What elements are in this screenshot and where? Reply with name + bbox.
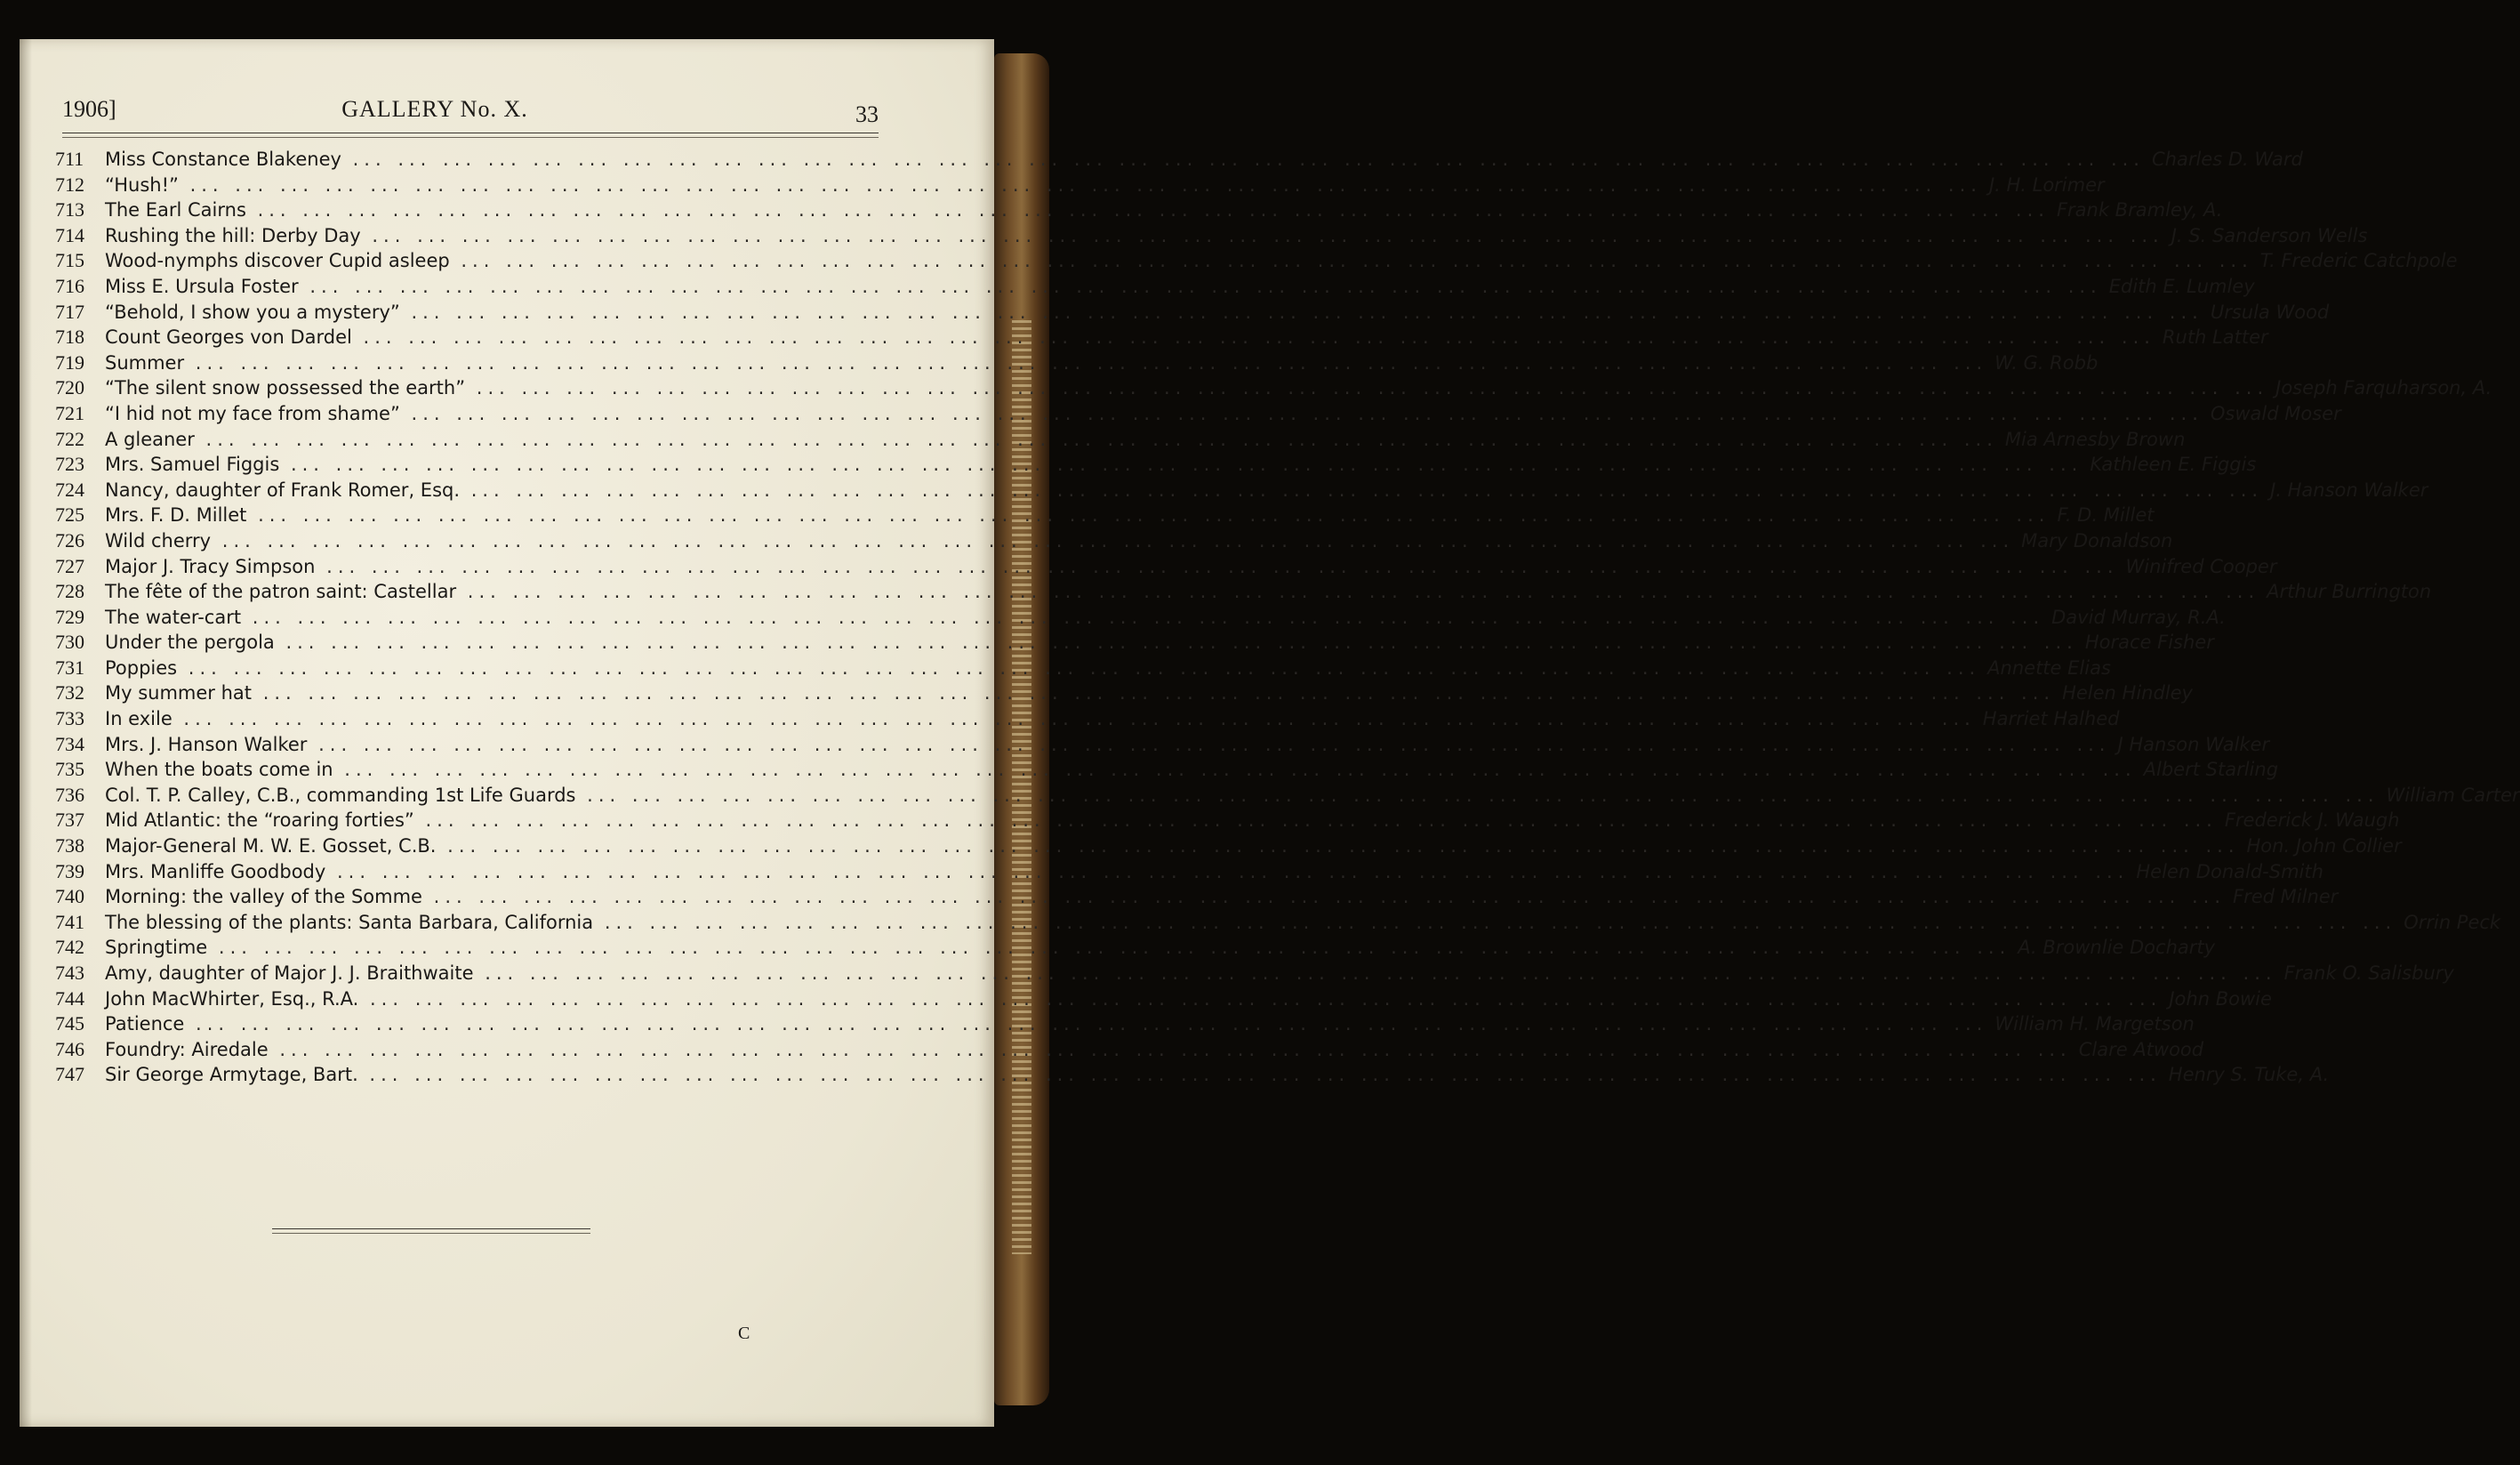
catalogue-entry xyxy=(55,732,2270,759)
entry-title: The Earl Cairns xyxy=(105,199,246,221)
entry-number: 726 xyxy=(55,528,84,551)
entry-title: Miss E. Ursula Foster xyxy=(105,275,299,297)
closing-rule-thin xyxy=(272,1233,590,1234)
entry-artist: F. D. Millet xyxy=(2057,504,2155,527)
running-header xyxy=(62,96,879,132)
leader-dots: ... ... ... ... ... ... ... ... ... ... ... ... ... ... ... ... ... ... ... ... ... ... ... ... ... ... ... ... ... ... ... ... ... ... ... ... ... ... ... ... xyxy=(460,479,2264,501)
entry-title-cell xyxy=(105,937,2010,958)
entry-artist: Mia Arnesby Brown xyxy=(2004,428,2186,450)
entry-title: Wild cherry xyxy=(105,529,212,551)
leader-dots: ... ... ... ... ... ... ... ... ... ... ... ... ... ... ... ... ... ... ... ... ... ... ... ... ... ... ... ... ... ... ... ... ... ... ... ... ... ... ... ... xyxy=(399,301,2203,323)
entry-number: 723 xyxy=(55,453,84,476)
catalogue-entry xyxy=(55,376,2492,402)
catalogue-entry xyxy=(55,1037,2204,1064)
entry-list xyxy=(55,148,2520,1089)
entry-title-cell xyxy=(105,556,2119,577)
entry-title: The fête of the patron saint: Castellar xyxy=(105,581,457,603)
leader-dots: ... ... ... ... ... ... ... ... ... ... ... ... ... ... ... ... ... ... ... ... ... ... ... ... ... ... ... ... ... ... ... ... ... ... ... ... ... ... ... ... xyxy=(421,886,2227,908)
entry-title-cell xyxy=(105,886,2226,907)
catalogue-entry xyxy=(55,885,2339,911)
leader-dots: ... ... ... ... ... ... ... ... ... ... ... ... ... ... ... ... ... ... ... ... ... ... ... ... ... ... ... ... ... ... ... ... ... ... ... ... ... ... ... ... xyxy=(575,784,2380,806)
leader-dots: ... ... ... ... ... ... ... ... ... ... ... ... ... ... ... ... ... ... ... ... ... ... ... ... ... ... ... ... ... ... ... ... ... ... ... ... ... ... ... ... xyxy=(436,835,2240,857)
entry-title-cell xyxy=(105,1064,2162,1085)
entry-number: 746 xyxy=(55,1037,84,1060)
entry-title-cell xyxy=(105,276,2102,297)
catalogue-entry xyxy=(55,681,2193,707)
catalogue-entry xyxy=(55,910,2501,937)
entry-artist: Ruth Latter xyxy=(2162,326,2268,349)
catalogue-entry xyxy=(55,758,2279,784)
leader-dots: ... ... ... ... ... ... ... ... ... ... ... ... ... ... ... ... ... ... ... ... ... ... ... ... ... ... ... ... ... ... ... ... ... ... ... ... ... ... ... ... xyxy=(465,377,2269,399)
catalogue-entry xyxy=(55,1063,2330,1089)
entry-title-cell xyxy=(105,734,2110,755)
catalogue-entry xyxy=(55,986,2272,1013)
entry-title: My summer hat xyxy=(105,682,253,704)
entry-number: 721 xyxy=(55,401,84,424)
leader-dots: ... ... ... ... ... ... ... ... ... ... ... ... ... ... ... ... ... ... ... ... ... ... ... ... ... ... ... ... ... ... ... ... ... ... ... ... ... ... ... ... xyxy=(177,656,1981,679)
entry-title: Springtime xyxy=(105,937,208,959)
entry-number: 739 xyxy=(55,859,84,882)
catalogue-entry xyxy=(55,859,2323,886)
leader-dots: ... ... ... ... ... ... ... ... ... ... ... ... ... ... ... ... ... ... ... ... ... ... ... ... ... ... ... ... ... ... ... ... ... ... ... ... ... ... ... ... xyxy=(593,911,2397,933)
entry-artist: Horace Fisher xyxy=(2084,632,2214,654)
entry-artist: David Murray, R.A. xyxy=(2051,606,2226,628)
leader-dots: ... ... ... ... ... ... ... ... ... ... ... ... ... ... ... ... ... ... ... ... ... ... ... ... ... ... ... ... ... ... ... ... ... ... ... ... ... ... ... ... xyxy=(449,250,2253,272)
catalogue-entry xyxy=(55,173,2105,199)
entry-title: Mrs. Manliffe Goodbody xyxy=(105,860,326,882)
leader-dots: ... ... ... ... ... ... ... ... ... ... ... ... ... ... ... ... ... ... ... ... ... ... ... ... ... ... ... ... ... ... ... ... ... ... ... ... ... ... ... ... xyxy=(184,1013,1988,1035)
entry-title: Mrs. J. Hanson Walker xyxy=(105,733,308,755)
page-number: 33 xyxy=(855,101,879,127)
entry-number: 736 xyxy=(55,783,84,806)
entry-artist: Frederick J. Waugh xyxy=(2224,809,2400,832)
entry-artist: Ursula Wood xyxy=(2210,301,2330,323)
entry-title-cell xyxy=(105,429,1998,450)
entry-number: 715 xyxy=(55,249,84,272)
entry-artist: William Carter xyxy=(2386,784,2520,806)
entry-artist: Oswald Moser xyxy=(2210,402,2341,424)
leader-dots: ... ... ... ... ... ... ... ... ... ... ... ... ... ... ... ... ... ... ... ... ... ... ... ... ... ... ... ... ... ... ... ... ... ... ... ... ... ... ... ... xyxy=(207,937,2011,959)
leader-dots: ... ... ... ... ... ... ... ... ... ... ... ... ... ... ... ... ... ... ... ... ... ... ... ... ... ... ... ... ... ... ... ... ... ... ... ... ... ... ... ... xyxy=(241,606,2045,628)
entry-title-cell xyxy=(105,912,2396,933)
entry-title-cell xyxy=(105,504,2050,526)
catalogue-entry xyxy=(55,936,2216,962)
entry-title-cell xyxy=(105,1039,2072,1060)
leader-dots: ... ... ... ... ... ... ... ... ... ... ... ... ... ... ... ... ... ... ... ... ... ... ... ... ... ... ... ... ... ... ... ... ... ... ... ... ... ... ... ... xyxy=(456,581,2260,603)
entry-title: Amy, daughter of Major J. J. Braithwaite xyxy=(105,962,474,984)
entry-number: 741 xyxy=(55,910,84,933)
leader-dots: ... ... ... ... ... ... ... ... ... ... ... ... ... ... ... ... ... ... ... ... ... ... ... ... ... ... ... ... ... ... ... ... ... ... ... ... ... ... ... ... xyxy=(298,275,2102,297)
entry-artist: Helen Hindley xyxy=(2062,682,2193,704)
entry-number: 718 xyxy=(55,326,84,349)
leader-dots: ... ... ... ... ... ... ... ... ... ... ... ... ... ... ... ... ... ... ... ... ... ... ... ... ... ... ... ... ... ... ... ... ... ... ... ... ... ... ... ... xyxy=(172,708,1976,730)
leader-dots: ... ... ... ... ... ... ... ... ... ... ... ... ... ... ... ... ... ... ... ... ... ... ... ... ... ... ... ... ... ... ... ... ... ... ... ... ... ... ... ... xyxy=(358,987,2163,1010)
catalogue-entry xyxy=(55,834,2402,860)
catalogue-entry xyxy=(55,528,2173,555)
entry-title: “Hush!” xyxy=(105,173,179,196)
leader-dots: ... ... ... ... ... ... ... ... ... ... ... ... ... ... ... ... ... ... ... ... ... ... ... ... ... ... ... ... ... ... ... ... ... ... ... ... ... ... ... ... xyxy=(245,199,2050,221)
entry-title-cell xyxy=(105,809,2218,831)
entry-artist: Frank O. Salisbury xyxy=(2283,962,2454,984)
catalogue-entry xyxy=(55,503,2155,529)
leader-dots: ... ... ... ... ... ... ... ... ... ... ... ... ... ... ... ... ... ... ... ... ... ... ... ... ... ... ... ... ... ... ... ... ... ... ... ... ... ... ... ... xyxy=(360,224,2164,246)
entry-number: 729 xyxy=(55,605,84,628)
entry-artist: Kathleen E. Figgis xyxy=(2090,454,2257,476)
entry-title-cell xyxy=(105,988,2162,1010)
entry-artist: Albert Starling xyxy=(2143,759,2279,781)
entry-number: 712 xyxy=(55,173,84,196)
entry-title-cell xyxy=(105,352,1987,374)
entry-title: In exile xyxy=(105,708,173,730)
catalogue-entry xyxy=(55,148,2303,173)
catalogue-entry xyxy=(55,554,2277,581)
entry-title: Foundry: Airedale xyxy=(105,1038,269,1060)
catalogue-entry xyxy=(55,453,2257,479)
catalogue-entry xyxy=(55,249,2458,275)
catalogue-entry xyxy=(55,631,2214,656)
entry-title: Col. T. P. Calley, C.B., commanding 1st Life Guards xyxy=(105,784,576,806)
catalogue-page xyxy=(20,39,2520,1427)
entry-artist: Orrin Peck xyxy=(2404,911,2501,933)
entry-number: 716 xyxy=(55,274,84,297)
entry-title-cell xyxy=(105,835,2240,857)
catalogue-entry xyxy=(55,198,2223,224)
entry-title-cell xyxy=(105,861,2129,882)
entry-number: 738 xyxy=(55,834,84,857)
entry-artist: J. Hanson Walker xyxy=(2270,479,2428,501)
entry-title: Major J. Tracy Simpson xyxy=(105,555,316,577)
entry-number: 711 xyxy=(55,148,84,170)
entry-number: 734 xyxy=(55,732,84,755)
leader-dots: ... ... ... ... ... ... ... ... ... ... ... ... ... ... ... ... ... ... ... ... ... ... ... ... ... ... ... ... ... ... ... ... ... ... ... ... ... ... ... ... xyxy=(274,632,2078,654)
entry-number: 717 xyxy=(55,300,84,323)
catalogue-entry xyxy=(55,809,2400,834)
leader-dots: ... ... ... ... ... ... ... ... ... ... ... ... ... ... ... ... ... ... ... ... ... ... ... ... ... ... ... ... ... ... ... ... ... ... ... ... ... ... ... ... xyxy=(399,402,2203,424)
entry-title: John MacWhirter, Esq., R.A. xyxy=(105,987,359,1010)
entry-artist: John Bowie xyxy=(2169,987,2272,1010)
entry-title: Patience xyxy=(105,1013,185,1035)
entry-artist: Henry S. Tuke, A. xyxy=(2168,1064,2330,1086)
entry-artist: Hon. John Collier xyxy=(2246,835,2402,857)
entry-title-cell xyxy=(105,225,2164,246)
entry-title-cell xyxy=(105,326,2155,348)
entry-title: Sir George Armytage, Bart. xyxy=(105,1064,358,1086)
catalogue-entry xyxy=(55,605,2226,632)
entry-artist: T. Frederic Catchpole xyxy=(2259,250,2458,272)
entry-title: Summer xyxy=(105,351,185,374)
entry-number: 737 xyxy=(55,809,84,832)
leader-dots: ... ... ... ... ... ... ... ... ... ... ... ... ... ... ... ... ... ... ... ... ... ... ... ... ... ... ... ... ... ... ... ... ... ... ... ... ... ... ... ... xyxy=(357,1064,2162,1086)
catalogue-entry xyxy=(55,580,2432,606)
entry-title: Rushing the hill: Derby Day xyxy=(105,224,361,246)
entry-title: Morning: the valley of the Somme xyxy=(105,886,422,908)
entry-title: Nancy, daughter of Frank Romer, Esq. xyxy=(105,479,461,501)
header-year: 1906] xyxy=(62,96,116,122)
entry-artist: Arthur Burrington xyxy=(2267,581,2432,603)
catalogue-entry xyxy=(55,300,2330,326)
entry-title-cell xyxy=(105,682,2055,704)
entry-number: 731 xyxy=(55,656,84,679)
entry-title: “The silent snow possessed the earth” xyxy=(105,377,466,399)
catalogue-entry xyxy=(55,1012,2195,1038)
leader-dots: ... ... ... ... ... ... ... ... ... ... ... ... ... ... ... ... ... ... ... ... ... ... ... ... ... ... ... ... ... ... ... ... ... ... ... ... ... ... ... ... xyxy=(268,1038,2072,1060)
entry-title-cell xyxy=(105,454,2083,475)
leader-dots: ... ... ... ... ... ... ... ... ... ... ... ... ... ... ... ... ... ... ... ... ... ... ... ... ... ... ... ... ... ... ... ... ... ... ... ... ... ... ... ... xyxy=(333,759,2137,781)
entry-artist: Frank Bramley, A. xyxy=(2056,199,2223,221)
entry-number: 742 xyxy=(55,936,84,959)
catalogue-entry xyxy=(55,962,2454,987)
entry-title: A gleaner xyxy=(105,428,195,450)
entry-title: The blessing of the plants: Santa Barbara, California xyxy=(105,911,594,933)
entry-title: Mrs. F. D. Millet xyxy=(105,504,247,527)
leader-dots: ... ... ... ... ... ... ... ... ... ... ... ... ... ... ... ... ... ... ... ... ... ... ... ... ... ... ... ... ... ... ... ... ... ... ... ... ... ... ... ... xyxy=(178,173,1982,196)
entry-title: Wood-nymphs discover Cupid asleep xyxy=(105,250,450,272)
catalogue-entry xyxy=(55,783,2520,809)
entry-title-cell xyxy=(105,962,2277,984)
leader-dots: ... ... ... ... ... ... ... ... ... ... ... ... ... ... ... ... ... ... ... ... ... ... ... ... ... ... ... ... ... ... ... ... ... ... ... ... ... ... ... ... xyxy=(315,555,2119,577)
entry-number: 724 xyxy=(55,478,84,501)
entry-title: “I hid not my face from shame” xyxy=(105,402,400,424)
entry-title-cell xyxy=(105,1013,1987,1034)
catalogue-entry xyxy=(55,427,2186,454)
entry-title-cell xyxy=(105,377,2268,398)
entry-artist: Mary Donaldson xyxy=(2021,529,2173,551)
leader-dots: ... ... ... ... ... ... ... ... ... ... ... ... ... ... ... ... ... ... ... ... ... ... ... ... ... ... ... ... ... ... ... ... ... ... ... ... ... ... ... ... xyxy=(194,428,1998,450)
entry-title-cell xyxy=(105,302,2203,323)
leader-dots: ... ... ... ... ... ... ... ... ... ... ... ... ... ... ... ... ... ... ... ... ... ... ... ... ... ... ... ... ... ... ... ... ... ... ... ... ... ... ... ... xyxy=(413,809,2218,832)
entry-artist: J. H. Lorimer xyxy=(1988,173,2105,196)
entry-title: Mrs. Samuel Figgis xyxy=(105,454,280,476)
entry-title: Mid Atlantic: the “roaring forties” xyxy=(105,809,414,832)
entry-number: 728 xyxy=(55,580,84,603)
entry-number: 713 xyxy=(55,198,84,221)
leader-dots: ... ... ... ... ... ... ... ... ... ... ... ... ... ... ... ... ... ... ... ... ... ... ... ... ... ... ... ... ... ... ... ... ... ... ... ... ... ... ... ... xyxy=(246,504,2051,527)
entry-number: 714 xyxy=(55,223,84,246)
entry-number: 722 xyxy=(55,427,84,450)
entry-artist: Harriet Halhed xyxy=(1982,708,2120,730)
entry-title-cell xyxy=(105,708,1976,729)
entry-number: 740 xyxy=(55,885,84,908)
entry-title: Under the pergola xyxy=(105,632,275,654)
entry-number: 744 xyxy=(55,986,84,1010)
entry-title-cell xyxy=(105,785,2380,806)
entry-number: 732 xyxy=(55,681,84,704)
entry-title: Count Georges von Dardel xyxy=(105,326,352,349)
entry-title-cell xyxy=(105,479,2263,501)
entry-artist: J Hanson Walker xyxy=(2117,733,2270,755)
entry-title-cell xyxy=(105,607,2044,628)
catalogue-entry xyxy=(55,478,2428,504)
leader-dots: ... ... ... ... ... ... ... ... ... ... ... ... ... ... ... ... ... ... ... ... ... ... ... ... ... ... ... ... ... ... ... ... ... ... ... ... ... ... ... ... xyxy=(279,454,2083,476)
entry-number: 727 xyxy=(55,554,84,577)
entry-title-cell xyxy=(105,581,2259,602)
entry-title: Poppies xyxy=(105,656,178,679)
signature-mark: C xyxy=(738,1324,750,1343)
catalogue-entry xyxy=(55,274,2255,301)
entry-title-cell xyxy=(105,530,2014,551)
catalogue-entry xyxy=(55,707,2120,733)
entry-title-cell xyxy=(105,403,2203,424)
leader-dots: ... ... ... ... ... ... ... ... ... ... ... ... ... ... ... ... ... ... ... ... ... ... ... ... ... ... ... ... ... ... ... ... ... ... ... ... ... ... ... ... xyxy=(307,733,2111,755)
entry-title-cell xyxy=(105,657,1980,679)
entry-number: 743 xyxy=(55,962,84,984)
leader-dots: ... ... ... ... ... ... ... ... ... ... ... ... ... ... ... ... ... ... ... ... ... ... ... ... ... ... ... ... ... ... ... ... ... ... ... ... ... ... ... ... xyxy=(211,529,2015,551)
entry-number: 725 xyxy=(55,503,84,527)
entry-artist: Fred Milner xyxy=(2233,886,2339,908)
entry-number: 745 xyxy=(55,1012,84,1035)
closing-rule xyxy=(272,1228,590,1229)
entry-number: 733 xyxy=(55,707,84,730)
catalogue-entry xyxy=(55,350,2099,377)
entry-title: “Behold, I show you a mystery” xyxy=(105,301,400,323)
entry-title: Miss Constance Blakeney xyxy=(105,149,341,170)
leader-dots: ... ... ... ... ... ... ... ... ... ... ... ... ... ... ... ... ... ... ... ... ... ... ... ... ... ... ... ... ... ... ... ... ... ... ... ... ... ... ... ... xyxy=(184,351,1988,374)
entry-title: When the boats come in xyxy=(105,759,333,781)
entry-title-cell xyxy=(105,759,2137,780)
gutter-shadow xyxy=(20,39,32,1427)
entry-artist: Joseph Farquharson, A. xyxy=(2275,377,2492,399)
entry-title: Major-General M. W. E. Gosset, C.B. xyxy=(105,835,437,857)
entry-title-cell xyxy=(105,632,2078,653)
catalogue-entry xyxy=(55,223,2368,250)
leader-dots: ... ... ... ... ... ... ... ... ... ... ... ... ... ... ... ... ... ... ... ... ... ... ... ... ... ... ... ... ... ... ... ... ... ... ... ... ... ... ... ... xyxy=(252,682,2056,704)
entry-artist: Annette Elias xyxy=(1987,656,2111,679)
leader-dots: ... ... ... ... ... ... ... ... ... ... ... ... ... ... ... ... ... ... ... ... ... ... ... ... ... ... ... ... ... ... ... ... ... ... ... ... ... ... ... ... xyxy=(473,962,2277,984)
leader-dots: ... ... ... ... ... ... ... ... ... ... ... ... ... ... ... ... ... ... ... ... ... ... ... ... ... ... ... ... ... ... ... ... ... ... ... ... ... ... ... ... xyxy=(325,860,2130,882)
leader-dots: ... ... ... ... ... ... ... ... ... ... ... ... ... ... ... ... ... ... ... ... ... ... ... ... ... ... ... ... ... ... ... ... ... ... ... ... ... ... ... ... xyxy=(351,326,2155,349)
entry-artist: Clare Atwood xyxy=(2078,1038,2204,1060)
entry-title-cell xyxy=(105,250,2253,271)
entry-title: The water-cart xyxy=(105,606,242,628)
entry-number: 735 xyxy=(55,758,84,781)
entry-artist: W. G. Robb xyxy=(1994,351,2099,374)
entry-number: 719 xyxy=(55,350,84,374)
entry-artist: Winifred Cooper xyxy=(2125,555,2277,577)
entry-number: 730 xyxy=(55,631,84,654)
catalogue-entry xyxy=(55,326,2268,351)
entry-artist: J. S. Sanderson Wells xyxy=(2171,224,2368,246)
entry-artist: William H. Margetson xyxy=(1994,1013,2195,1035)
catalogue-entry xyxy=(55,401,2341,428)
header-rule-thin xyxy=(62,137,879,138)
entry-artist: A. Brownlie Docharty xyxy=(2018,937,2216,959)
entry-artist: Charles D. Ward xyxy=(2151,149,2303,170)
entry-title-cell xyxy=(105,199,2050,221)
entry-title-cell xyxy=(105,149,2145,170)
entry-number: 747 xyxy=(55,1063,84,1086)
entry-title-cell xyxy=(105,174,1982,196)
entry-artist: Edith E. Lumley xyxy=(2108,275,2255,297)
entry-artist: Helen Donald-Smith xyxy=(2136,860,2323,882)
header-title: GALLERY No. X. xyxy=(341,96,528,122)
catalogue-entry xyxy=(55,656,2111,682)
leader-dots: ... ... ... ... ... ... ... ... ... ... ... ... ... ... ... ... ... ... ... ... ... ... ... ... ... ... ... ... ... ... ... ... ... ... ... ... ... ... ... ... xyxy=(341,149,2145,170)
entry-number: 720 xyxy=(55,376,84,399)
